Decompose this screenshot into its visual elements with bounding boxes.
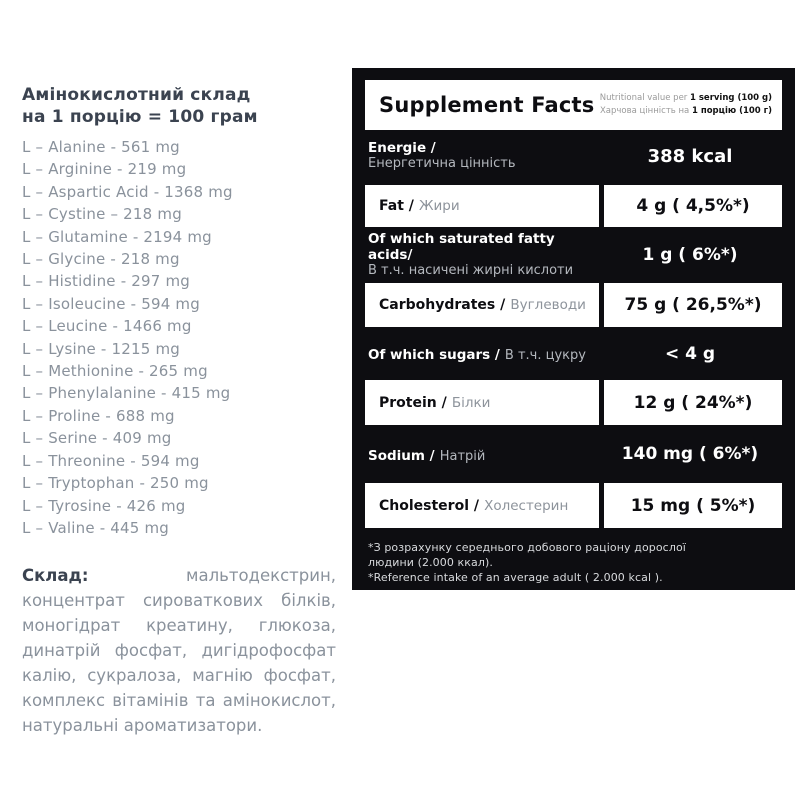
row-sugars [365, 330, 782, 377]
row-energy [365, 130, 782, 182]
row-label-en: Carbohydrates / [379, 297, 506, 313]
footnote-ua-line1: *З розрахунку середнього добового раціону дорослої [368, 541, 686, 554]
row-label [368, 140, 516, 172]
row-saturated-fat [365, 230, 782, 280]
row-fat [365, 182, 782, 230]
row-label [365, 380, 599, 425]
amino-list-item: L – Isoleucine - 594 mg [22, 294, 200, 313]
row-label [365, 185, 599, 227]
amino-list-item: L – Glycine - 218 mg [22, 250, 180, 269]
amino-composition-section [22, 84, 338, 738]
amino-list-item: L – Proline - 688 mg [22, 406, 175, 425]
row-label-ua: Жири [418, 198, 460, 214]
row-label-en: Protein / [379, 394, 447, 411]
row-label-en: Cholesterol / [379, 497, 479, 514]
amino-list-item: L – Threonine - 594 mg [22, 451, 200, 470]
amino-title-line2: на 1 порцію = 100 грам [22, 107, 258, 127]
row-value: < 4 g [664, 343, 716, 364]
row-label-ua: Енергетична цінність [368, 156, 516, 171]
row-sodium [365, 428, 782, 480]
amino-list-item: L – Cystine – 218 mg [22, 205, 182, 224]
row-label-en: Sodium / [368, 447, 435, 464]
row-value-cell [604, 283, 782, 327]
serving-note-line1: Nutritional value per 1 serving (100 g) [599, 93, 772, 103]
amino-list-item: L – Glutamine - 2194 mg [22, 227, 212, 246]
amino-list-item: L – Lysine - 1215 mg [22, 339, 180, 358]
serving-note [600, 92, 772, 118]
amino-list-item: L – Arginine - 219 mg [22, 160, 187, 179]
row-value: 12 g ( 24%*) [633, 392, 753, 413]
facts-title: Supplement Facts [379, 93, 595, 117]
row-label-ua: Вуглеводи [510, 297, 586, 313]
footnote [365, 531, 782, 585]
amino-title [22, 84, 338, 128]
amino-list-item: L – Methionine - 265 mg [22, 362, 208, 381]
row-label-ua: Натрій [439, 448, 486, 464]
row-value: 75 g ( 26,5%*) [624, 295, 762, 315]
amino-list-item: L – Phenylalanine - 415 mg [22, 384, 231, 403]
amino-title-line1: Амінокислотний склад [22, 85, 251, 105]
row-label-ua: В т.ч. насичені жирні кислоти [368, 263, 574, 278]
row-label-ua: В т.ч. цукру [504, 348, 586, 363]
amino-list [22, 136, 338, 539]
row-value: 1 g ( 6%*) [642, 245, 738, 265]
footnote-en: *Reference intake of an average adult ( 2.000 kcal ). [368, 571, 663, 584]
amino-list-item: L – Aspartic Acid - 1368 mg [22, 182, 233, 201]
composition-label: Склад: [22, 566, 89, 586]
composition-paragraph [22, 563, 336, 738]
amino-list-item: L – Tryptophan - 250 mg [22, 474, 209, 493]
row-label-en: Energie / [368, 140, 436, 156]
row-label-en: Of which sugars / [368, 347, 500, 363]
row-label-en: Of which saturated fatty acids/ [368, 231, 555, 263]
row-label [365, 483, 599, 528]
row-label-ua: Холестерин [484, 497, 569, 514]
row-label [365, 283, 599, 327]
facts-header [365, 80, 782, 130]
row-value: 4 g ( 4,5%*) [636, 196, 750, 216]
row-value: 140 mg ( 6%*) [621, 444, 759, 464]
amino-list-item: L – Alanine - 561 mg [22, 138, 180, 156]
row-label-en: Fat / [379, 198, 414, 214]
row-label [368, 445, 485, 464]
composition-text: мальтодекстрин, концентрат сироваткових білків, моногідрат креатину, глюкоза, динатрій фосфат, дигідрофосфат калію, сукралоза, магнію фосфат, комплекс вітамінів та амінокислот, натуральні ароматизатори. [22, 566, 336, 736]
amino-list-item: L – Tyrosine - 426 mg [22, 496, 186, 515]
row-carbohydrates [365, 280, 782, 330]
amino-list-item: L – Histidine - 297 mg [22, 272, 191, 291]
amino-list-item: L – Valine - 445 mg [22, 518, 170, 537]
row-cholesterol [365, 480, 782, 531]
row-value: 388 kcal [647, 145, 733, 167]
row-label [368, 231, 601, 279]
row-label-ua: Білки [451, 394, 491, 411]
serving-note-line2: Харчова цінність на 1 порцію (100 г) [599, 106, 772, 116]
row-label [368, 344, 586, 363]
footnote-ua-line2: людини (2.000 ккал). [368, 556, 494, 569]
row-value-cell [604, 483, 782, 528]
amino-list-item: L – Serine - 409 mg [22, 429, 172, 448]
row-protein [365, 377, 782, 428]
row-value-cell [604, 380, 782, 425]
row-value: 15 mg ( 5%*) [630, 495, 756, 516]
amino-list-item: L – Leucine - 1466 mg [22, 317, 192, 336]
supplement-facts-panel [352, 68, 795, 590]
row-value-cell [604, 185, 782, 227]
